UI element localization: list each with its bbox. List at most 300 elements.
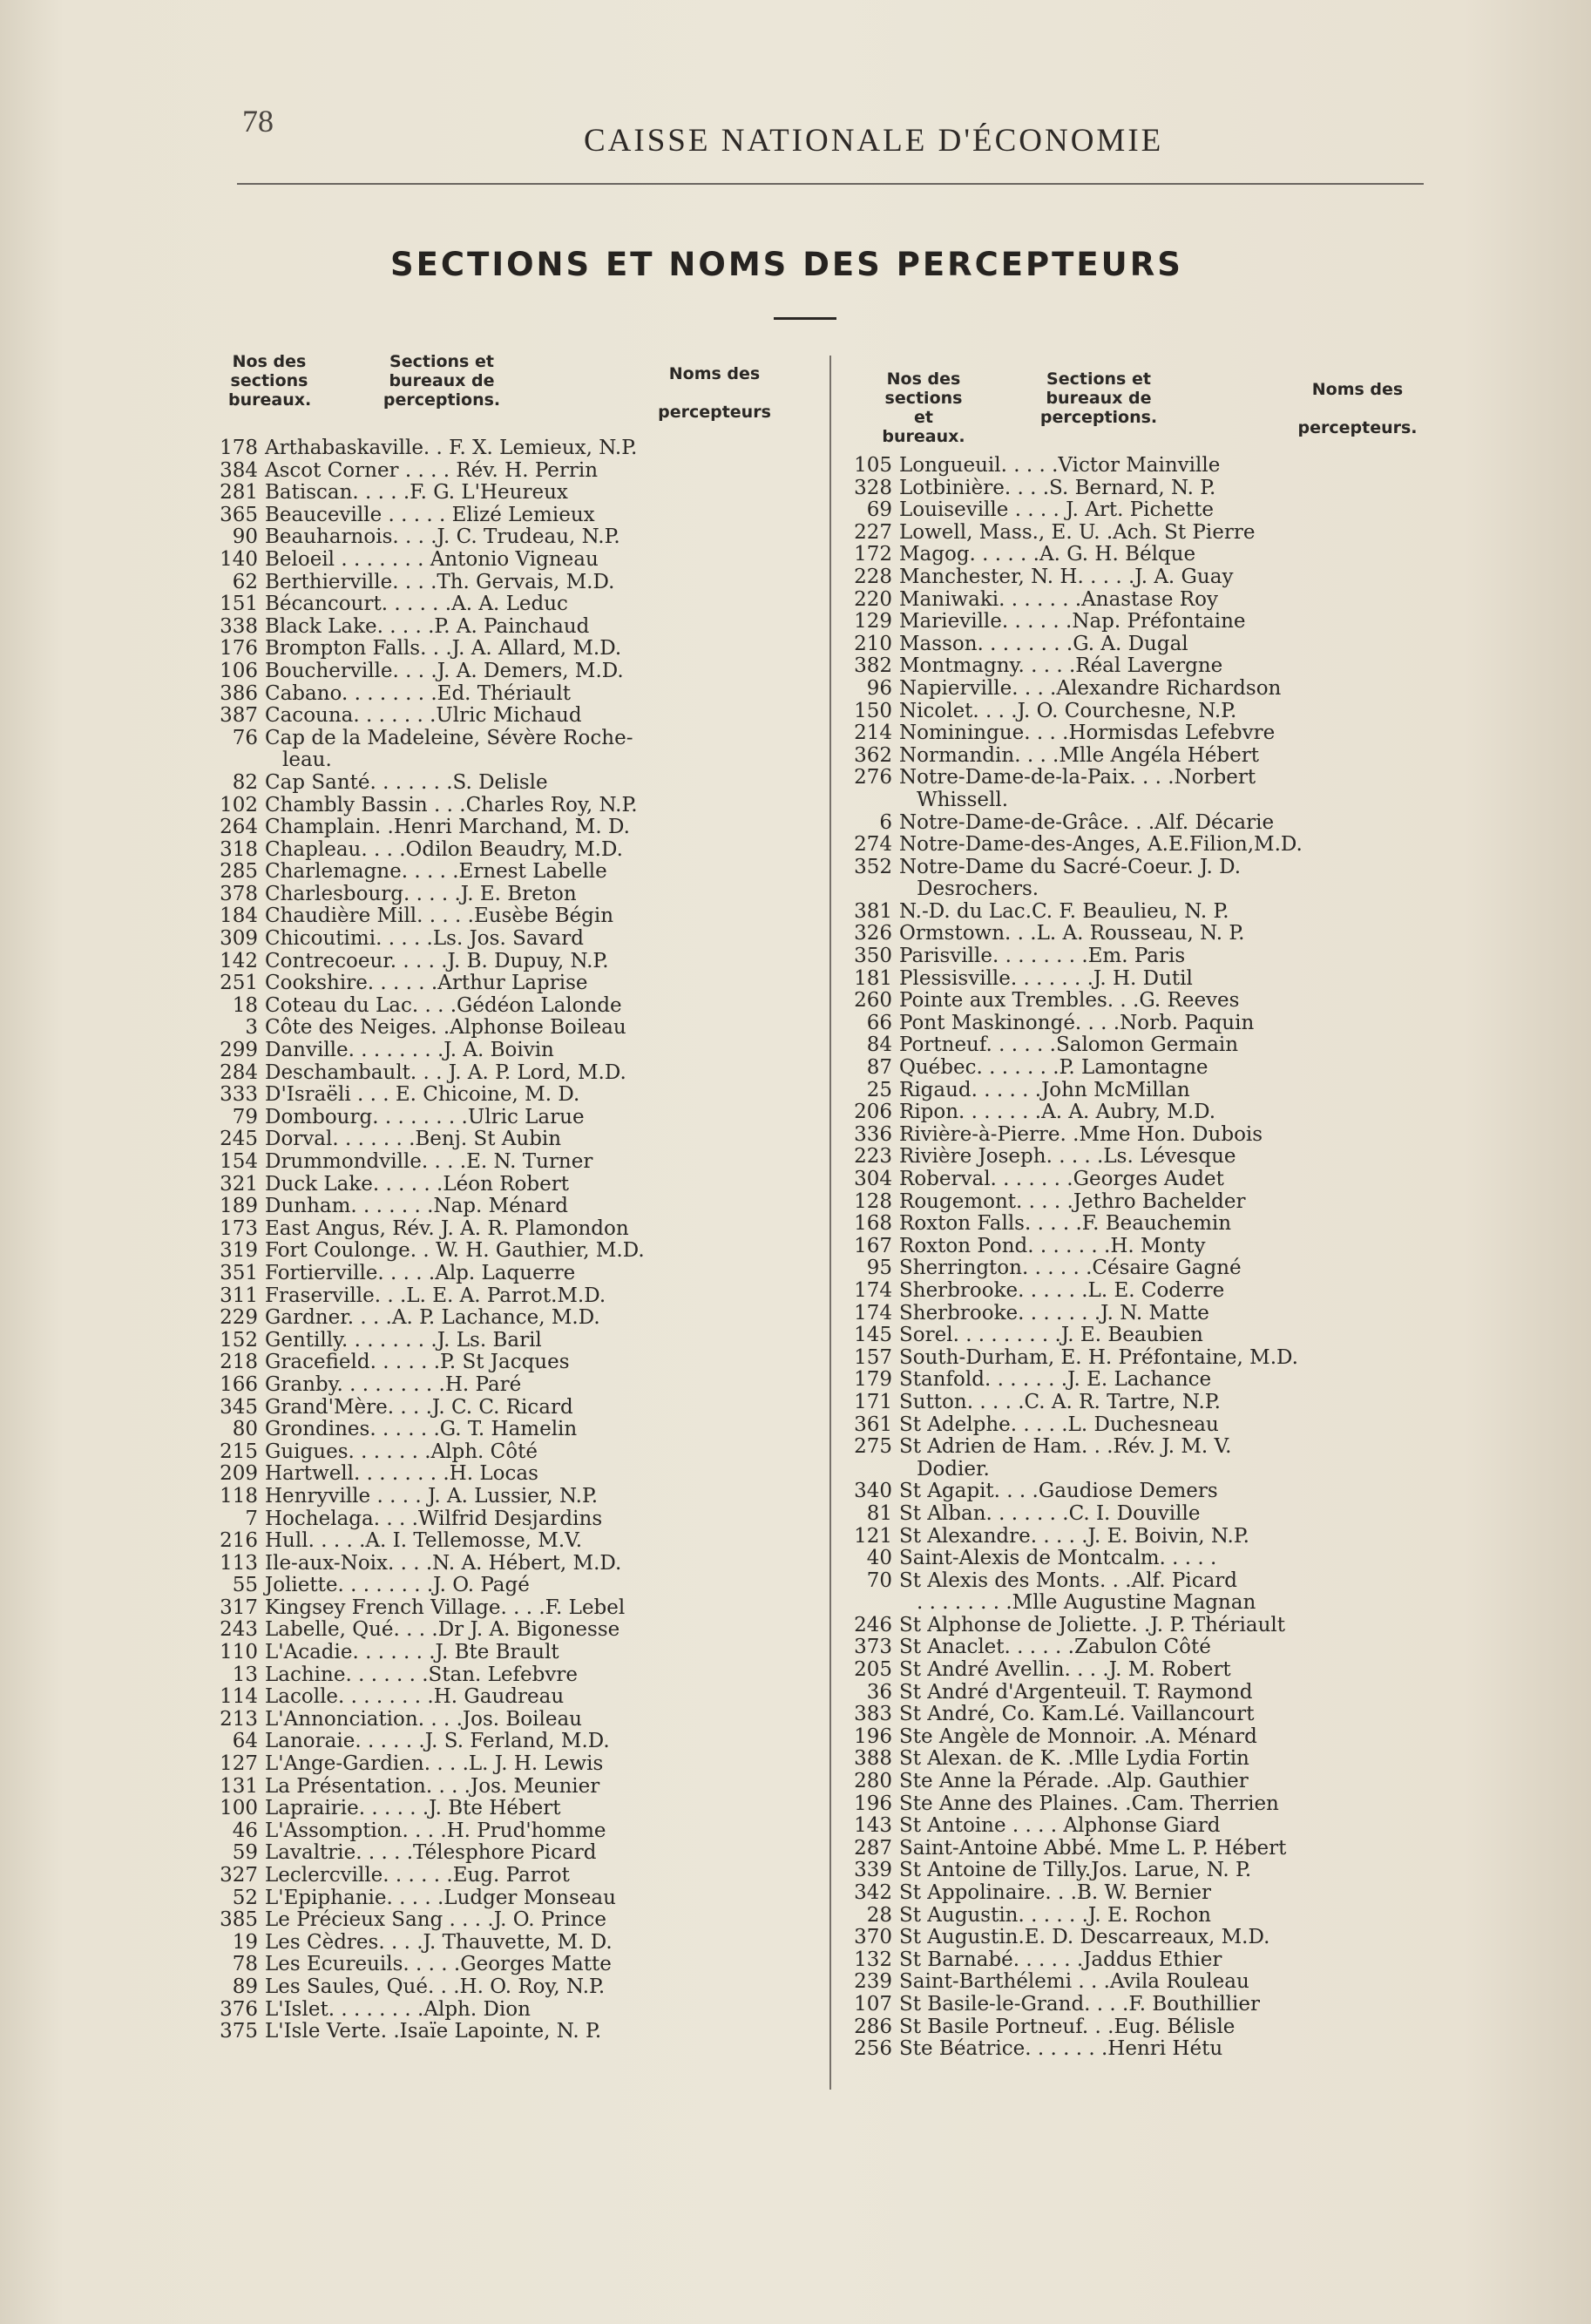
list-item [220,1530,645,1553]
section-and-collector: Guigues. . . . . . .Alph. Côté [265,1440,538,1463]
section-and-collector: . . . . . . . .Mlle Augustine Magnan [917,1591,1256,1615]
section-and-collector: Cap Santé. . . . . . .S. Delisle [265,770,548,794]
section-and-collector: Gracefield. . . . . .P. St Jacques [265,1351,570,1374]
section-number: 172 [854,543,892,566]
section-and-collector: Boucherville. . . .J. A. Demers, M.D. [265,659,624,682]
section-number: 245 [220,1128,258,1151]
section-and-collector: Masson. . . . . . . .G. A. Dugal [899,632,1188,655]
section-and-collector: Hull. . . . .A. I. Tellemosse, M.V. [265,1529,583,1553]
section-and-collector: St Augustin.E. D. Descarreaux, M.D. [899,1926,1270,1949]
section-and-collector: Batiscan. . . . .F. G. L'Heureux [265,481,568,505]
section-number: 309 [220,927,258,951]
list-item [220,1263,645,1285]
section-number: 333 [220,1083,258,1107]
section-and-collector: Chapleau. . . .Odilon Beaudry, M.D. [265,837,623,861]
list-item [854,1526,1303,1548]
section-and-collector: St Anaclet. . . . . .Zabulon Côté [899,1636,1211,1659]
section-and-collector: Charlemagne. . . . .Ernest Labelle [265,860,607,884]
section-and-collector: Notre-Dame-des-Anges, A.E.Filion,M.D. [899,833,1303,857]
section-and-collector: Beauceville . . . . . Elizé Lemieux [265,503,595,526]
section-number: 382 [854,654,892,678]
section-and-collector: Les Cèdres. . . .J. Thauvette, M. D. [265,1930,613,1954]
section-and-collector: Desrochers. [917,877,1039,901]
list-item [220,749,645,772]
section-number: 87 [866,1056,892,1080]
section-and-collector: Dombourg. . . . . . . .Ulric Larue [265,1105,585,1128]
list-item [854,1392,1303,1414]
section-number: 106 [220,659,258,682]
section-and-collector: Roxton Falls. . . . .F. Beauchemin [899,1212,1232,1236]
list-item [854,1080,1303,1102]
section-and-collector: St Agapit. . . .Gaudiose Demers [899,1480,1218,1503]
section-number: 280 [854,1770,892,1793]
section-number: 196 [854,1792,892,1815]
section-and-collector: St André Avellin. . . .J. M. Robert [899,1658,1231,1682]
section-and-collector: St Alexis des Monts. . .Alf. Picard [899,1569,1238,1592]
section-number: 243 [220,1618,258,1642]
section-and-collector: St Alban. . . . . . .C. I. Douville [899,1501,1201,1525]
section-and-collector: Lotbinière. . . .S. Bernard, N. P. [899,476,1216,499]
section-and-collector: East Angus, Rév. J. A. R. Plamondon [265,1216,629,1240]
section-and-collector: Ile-aux-Noix. . . .N. A. Hébert, M.D. [265,1551,622,1575]
section-and-collector: Henryville . . . . J. A. Lussier, N.P. [265,1484,599,1508]
list-item [854,1570,1303,1593]
section-and-collector: Lachine. . . . . . .Stan. Lefebvre [265,1663,578,1686]
list-item [854,901,1303,924]
list-item [854,1726,1303,1749]
list-item [854,1994,1303,2016]
list-item [854,1793,1303,1816]
section-number: 345 [220,1395,258,1419]
list-item [220,1330,645,1352]
section-and-collector: Normandin. . . .Mlle Angéla Hébert [899,743,1259,767]
section-and-collector: Chambly Bassin . . .Charles Roy, N.P. [265,793,638,816]
section-and-collector: L'Isle Verte. .Isaïe Lapointe, N. P. [265,2020,602,2043]
list-item [854,522,1303,545]
section-and-collector: Magog. . . . . .A. G. H. Bélque [899,543,1196,566]
list-item [220,995,645,1018]
section-and-collector: Bécancourt. . . . . .A. A. Leduc [265,593,568,616]
list-item [220,728,645,750]
list-item [854,1615,1303,1637]
section-number: 25 [866,1078,892,1101]
section-number: 286 [854,2015,892,2038]
list-item [220,972,645,995]
section-number: 52 [232,1886,258,1909]
section-and-collector: Pointe aux Trembles. . .G. Reeves [899,989,1240,1013]
section-and-collector: L'Islet. . . . . . . .Alph. Dion [265,1997,531,2021]
section-and-collector: Louiseville . . . . J. Art. Pichette [899,498,1214,522]
section-number: 107 [854,1992,892,2016]
section-and-collector: Whissell. [917,788,1009,811]
section-number: 18 [232,993,258,1017]
section-and-collector: Fort Coulonge. . W. H. Gauthier, M.D. [265,1239,645,1263]
section-number: 84 [866,1033,892,1057]
list-item [220,816,645,839]
list-item [854,1169,1303,1191]
list-item [854,1436,1303,1459]
section-number: 216 [220,1529,258,1553]
list-item [220,616,645,639]
list-item [854,1949,1303,1972]
section-and-collector: Lacolle. . . . . . . .H. Gaudreau [265,1685,565,1709]
list-item [220,772,645,795]
list-item [854,1325,1303,1347]
list-item [854,968,1303,991]
section-and-collector: Roxton Pond. . . . . . .H. Monty [899,1234,1206,1257]
list-item [854,767,1303,789]
list-item [854,1838,1303,1860]
section-number: 140 [220,547,258,571]
left-header-collector: Noms des percepteurs [658,364,771,422]
list-item [220,1642,645,1664]
section-and-collector: Lanoraie. . . . . .J. S. Ferland, M.D. [265,1730,610,1753]
section-number: 251 [220,972,258,995]
section-and-collector: St André d'Argenteuil. T. Raymond [899,1680,1253,1704]
section-and-collector: Rivière-à-Pierre. .Mme Hon. Dubois [899,1122,1263,1146]
section-number: 256 [854,2037,892,2061]
section-number: 304 [854,1168,892,1190]
section-and-collector: St Augustin. . . . . .J. E. Rochon [899,1903,1211,1927]
list-item [220,884,645,906]
section-number: 143 [854,1814,892,1838]
section-number: 132 [854,1948,892,1971]
list-item [220,1575,645,1597]
section-and-collector: Beloeil . . . . . . . Antonio Vigneau [265,547,599,571]
section-number: 66 [866,1011,892,1034]
section-number: 174 [854,1278,892,1302]
list-item [854,1971,1303,1994]
list-item [220,460,645,483]
section-number: 328 [854,476,892,499]
section-number: 131 [220,1774,258,1798]
section-and-collector: Notre-Dame-de-Grâce. . .Alf. Décarie [899,810,1275,834]
section-and-collector: Nicolet. . . .J. O. Courchesne, N.P. [899,699,1237,722]
section-number: 110 [220,1641,258,1664]
section-and-collector: Saint-Barthélemi . . .Avila Rouleau [899,1970,1249,1994]
list-item [854,2016,1303,2039]
section-number: 46 [232,1819,258,1842]
list-item [220,1954,645,1976]
list-item [854,499,1303,522]
section-and-collector: Québec. . . . . . .P. Lamontagne [899,1056,1208,1080]
section-and-collector: St Antoine de Tilly.Jos. Larue, N. P. [899,1859,1252,1882]
list-item [854,1303,1303,1325]
section-and-collector: Rougemont. . . . .Jethro Bachelder [899,1189,1246,1213]
page-title: SECTIONS ET NOMS DES PERCEPTEURS [390,246,1183,283]
list-item [220,1062,645,1085]
section-number: 173 [220,1216,258,1240]
section-and-collector: Lowell, Mass., E. U. .Ach. St Pierre [899,520,1256,544]
section-number: 171 [854,1390,892,1413]
section-number: 386 [220,681,258,705]
list-item [220,1174,645,1196]
list-item [220,839,645,862]
list-item [854,1414,1303,1437]
section-and-collector: Sorel. . . . . . . . .J. E. Beaubien [899,1324,1203,1347]
section-number: 64 [232,1730,258,1753]
section-number: 121 [854,1524,892,1548]
section-and-collector: Notre-Dame-de-la-Paix. . . .Norbert [899,766,1256,789]
left-header-number: Nos des sections bureaux. [228,352,312,410]
list-item [854,634,1303,656]
section-and-collector: Leclercville. . . . . .Eug. Parrot [265,1864,570,1887]
section-and-collector: Sherrington. . . . . .Césaire Gagné [899,1257,1242,1280]
list-item [220,1619,645,1642]
list-item [854,1636,1303,1659]
list-item [854,722,1303,745]
section-and-collector: Coteau du Lac. . . .Gédéon Lalonde [265,993,622,1017]
section-number: 388 [854,1747,892,1771]
section-number: 69 [866,498,892,522]
section-number: 176 [220,637,258,661]
section-number: 339 [854,1859,892,1882]
section-and-collector: Montmagny. . . . .Réal Lavergne [899,654,1223,678]
section-number: 342 [854,1881,892,1904]
section-number: 378 [220,882,258,905]
section-and-collector: Ste Angèle de Monnoir. .A. Ménard [899,1724,1257,1748]
section-number: 167 [854,1234,892,1257]
left-column-entries [220,437,645,2043]
list-item [854,1191,1303,1214]
section-and-collector: Laprairie. . . . . .J. Bte Hébert [265,1797,561,1820]
section-and-collector: L'Ange-Gardien. . . .L. J. H. Lewis [265,1752,604,1776]
list-item [220,1686,645,1709]
section-and-collector: Cacouna. . . . . . .Ulric Michaud [265,704,582,728]
section-and-collector: Rigaud. . . . . .John McMillan [899,1078,1190,1101]
section-and-collector: Sherbrooke. . . . . . .J. N. Matte [899,1301,1209,1325]
list-item [854,1771,1303,1793]
section-number: 96 [866,676,892,700]
section-and-collector: Grondines. . . . . .G. T. Hamelin [265,1418,578,1441]
section-and-collector: Les Saules, Qué. . .H. O. Roy, N.P. [265,1975,606,1998]
list-item [220,1776,645,1799]
list-item [854,478,1303,500]
section-number: 205 [854,1658,892,1682]
section-number: 246 [854,1613,892,1636]
list-item [854,1882,1303,1905]
section-and-collector: Dunham. . . . . . .Nap. Ménard [265,1195,569,1218]
list-item [854,990,1303,1013]
list-item [854,1034,1303,1057]
section-number: 127 [220,1752,258,1776]
section-number: 152 [220,1328,258,1352]
section-number: 81 [866,1501,892,1525]
section-and-collector: Contrecoeur. . . . .J. B. Dupuy, N.P. [265,949,609,972]
page-number: 78 [242,104,274,139]
list-item [220,1017,645,1040]
list-item [854,1280,1303,1303]
section-number: 95 [866,1257,892,1280]
list-item [220,1664,645,1687]
section-number: 239 [854,1970,892,1994]
section-number: 179 [854,1368,892,1392]
list-item [220,1798,645,1820]
list-item [220,905,645,928]
list-item [220,572,645,594]
list-item [220,1976,645,1999]
list-item [220,1887,645,1910]
section-and-collector: St Adrien de Ham. . .Rév. J. M. V. [899,1435,1232,1459]
section-and-collector: St Alexandre. . . . .J. E. Boivin, N.P. [899,1524,1249,1548]
section-number: 157 [854,1345,892,1369]
list-item [220,705,645,728]
section-and-collector: Saint-Alexis de Montcalm. . . . . [899,1547,1217,1570]
section-number: 102 [220,793,258,816]
section-and-collector: Plessisville. . . . . . .J. H. Dutil [899,966,1193,990]
section-number: 13 [232,1663,258,1686]
section-number: 210 [854,632,892,655]
section-number: 118 [220,1484,258,1508]
list-item [220,661,645,683]
list-item [854,678,1303,701]
list-item [220,505,645,527]
section-and-collector: St Adelphe. . . . .L. Duchesneau [899,1413,1219,1436]
list-item [220,795,645,817]
section-number: 78 [232,1953,258,1976]
section-number: 90 [232,525,258,549]
list-item [220,1553,645,1575]
section-and-collector: Black Lake. . . . .P. A. Painchaud [265,614,590,638]
section-and-collector: Brompton Falls. . .J. A. Allard, M.D. [265,637,622,661]
section-number: 145 [854,1324,892,1347]
list-item [854,945,1303,968]
section-and-collector: Saint-Antoine Abbé. Mme L. P. Hébert [899,1836,1287,1860]
list-item [220,1597,645,1620]
section-number: 19 [232,1930,258,1954]
section-and-collector: Grand'Mère. . . .J. C. C. Ricard [265,1395,573,1419]
list-item [854,1905,1303,1928]
list-item [854,1480,1303,1503]
section-number: 36 [866,1680,892,1704]
section-number: 3 [245,1016,258,1040]
section-number: 70 [866,1569,892,1592]
section-number: 281 [220,481,258,505]
section-number: 375 [220,2020,258,2043]
section-and-collector: Granby. . . . . . . . .H. Paré [265,1372,522,1396]
list-item [854,812,1303,835]
running-header: CAISSE NATIONALE D'ÉCONOMIE [584,123,1164,159]
section-and-collector: Lavaltrie. . . . .Télesphore Picard [265,1841,597,1865]
list-item [220,951,645,973]
section-number: 350 [854,945,892,968]
section-number: 151 [220,593,258,616]
section-number: 6 [879,810,892,834]
list-item [854,544,1303,566]
section-and-collector: Ripon. . . . . . .A. A. Aubry, M.D. [899,1101,1216,1124]
list-item [220,1909,645,1932]
list-item [854,834,1303,857]
section-number: 387 [220,704,258,728]
section-and-collector: St Antoine . . . . Alphonse Giard [899,1814,1221,1838]
list-item [220,928,645,951]
section-number: 351 [220,1261,258,1284]
list-item [220,1508,645,1531]
section-number: 340 [854,1480,892,1503]
section-and-collector: Fraserville. . .L. E. A. Parrot.M.D. [265,1284,606,1307]
list-item [854,1124,1303,1147]
section-number: 113 [220,1551,258,1575]
section-number: 40 [866,1547,892,1570]
section-number: 129 [854,610,892,634]
list-item [854,701,1303,723]
section-number: 299 [220,1039,258,1062]
section-number: 206 [854,1101,892,1124]
section-number: 184 [220,905,258,928]
section-and-collector: St André, Co. Kam.Lé. Vaillancourt [899,1703,1255,1726]
section-and-collector: Les Ecureuils. . . . .Georges Matte [265,1953,612,1976]
section-number: 287 [854,1836,892,1860]
list-item [854,1548,1303,1570]
section-and-collector: Cookshire. . . . . .Arthur Laprise [265,972,588,995]
section-number: 275 [854,1435,892,1459]
section-number: 228 [854,565,892,588]
list-item [854,455,1303,478]
section-and-collector: Dorval. . . . . . .Benj. St Aubin [265,1128,562,1151]
section-number: 383 [854,1703,892,1726]
section-number: 28 [866,1903,892,1927]
section-and-collector: Ste Anne la Pérade. .Alp. Gauthier [899,1770,1249,1793]
section-and-collector: Hartwell. . . . . . . .H. Locas [265,1462,538,1486]
section-and-collector: Manchester, N. H. . . . .J. A. Guay [899,565,1234,588]
right-header-section: Sections et bureaux de perceptions. [1039,369,1158,427]
list-item [854,1659,1303,1682]
list-item [854,1704,1303,1726]
list-item [854,566,1303,589]
list-item [220,1999,645,2022]
list-item [220,1307,645,1330]
section-number: 336 [854,1122,892,1146]
section-number: 154 [220,1150,258,1173]
section-number: 385 [220,1908,258,1932]
section-and-collector: Notre-Dame du Sacré-Coeur. J. D. [899,855,1241,878]
list-item [220,1151,645,1174]
list-item [854,878,1303,901]
section-and-collector: L'Acadie. . . . . . .J. Bte Brault [265,1641,559,1664]
list-item [220,1486,645,1508]
list-item [854,1013,1303,1035]
section-number: 338 [220,614,258,638]
section-number: 361 [854,1413,892,1436]
section-number: 100 [220,1797,258,1820]
section-number: 209 [220,1462,258,1486]
section-and-collector: Fortierville. . . . .Alp. Laquerre [265,1261,576,1284]
section-and-collector: Kingsey French Village. . . .F. Lebel [265,1596,626,1619]
section-and-collector: Rivière Joseph. . . . .Ls. Lévesque [899,1145,1236,1169]
section-and-collector: Côte des Neiges. .Alphonse Boileau [265,1016,626,1040]
section-number: 362 [854,743,892,767]
section-number: 376 [220,1997,258,2021]
list-item [854,2038,1303,2061]
section-and-collector: Ormstown. . .L. A. Rousseau, N. P. [899,922,1245,945]
section-number: 7 [245,1507,258,1530]
list-item [220,1040,645,1062]
section-number: 311 [220,1284,258,1307]
section-and-collector: St Appolinaire. . .B. W. Bernier [899,1881,1212,1904]
section-number: 220 [854,587,892,611]
list-item [220,1753,645,1776]
list-item [854,745,1303,768]
section-and-collector: Arthabaskaville. . F. X. Lemieux, N.P. [265,437,638,459]
section-number: 196 [854,1724,892,1748]
section-and-collector: Gardner. . . .A. P. Lachance, M.D. [265,1306,600,1330]
list-item [220,1084,645,1107]
section-number: 218 [220,1351,258,1374]
list-item [220,1842,645,1865]
list-item [854,1369,1303,1392]
section-number: 321 [220,1172,258,1196]
section-number: 62 [232,570,258,593]
